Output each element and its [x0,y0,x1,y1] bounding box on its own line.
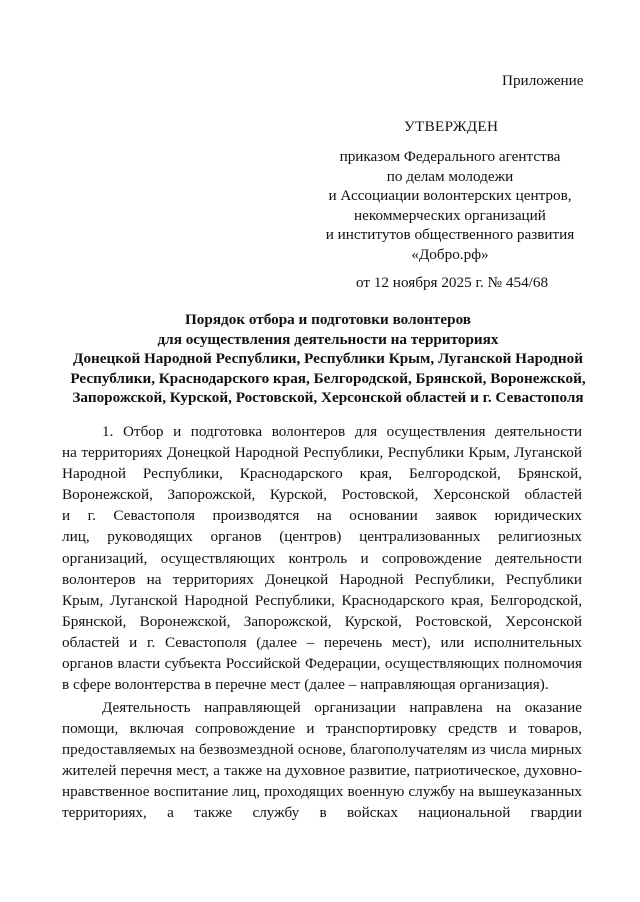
paragraph-line: территориях, а также службу в войсках национальной гвардии [62,804,582,822]
order-date: от 12 ноября 2025 г. № 454/68 [356,274,549,291]
paragraph-line: Народной Республики, Краснодарского края, Белгородской, Брянской, [62,465,582,483]
document-title [60,310,596,408]
order-line: «Добро.рф» [411,245,489,263]
title-line: Донецкой Народной Республики, Республики Крым, Луганской Народной [73,350,583,368]
order-line: по делам молодежи [386,167,514,185]
paragraph-line: Деятельность направляющей организации направлена на оказание [102,699,582,716]
paragraph-line: Воронежской, Запорожской, Курской, Ростовской, Херсонской областей [62,486,582,504]
title-line: Порядок отбора и подготовки волонтеров [184,311,472,328]
paragraph-line: 1. Отбор и подготовка волонтеров для осуществления деятельности [102,423,582,440]
paragraph-2 [62,697,582,824]
paragraph-line: Крым, Луганской Народной Республики, Краснодарского края, Белгородской, [62,591,582,609]
title-line: Запорожской, Курской, Ростовской, Херсонской областей и г. Севастополя [72,389,584,407]
paragraph-line: помощи, включая сопровождение и транспортировку средств и товаров, [62,720,582,738]
paragraph-line: на территориях Донецкой Народной Республики, Республики Крым, Луганской [62,444,582,462]
order-line: и институтов общественного развития [325,226,575,244]
paragraph-line: и г. Севастополя производятся на основании заявок юридических [62,507,582,525]
paragraph-line: предоставляемых на безвозмездной основе, благополучателям из числа мирных [62,741,582,759]
paragraph-line: в сфере волонтерства в перечне мест (далее – направляющая организация). [62,676,549,694]
paragraph-1 [62,421,582,695]
appendix-label: Приложение [502,72,584,89]
paragraph-line: Брянской, Воронежской, Запорожской, Курской, Ростовской, Херсонской [62,612,582,630]
paragraph-line: органов власти субъекта Российской Федерации, осуществляющих полномочия [62,655,582,673]
paragraph-line: организаций, осуществляющих контроль и сопровождение деятельности [62,549,582,567]
approved-label: УТВЕРЖДЕН [404,118,499,135]
paragraph-line: волонтеров на территориях Донецкой Народной Республики, Республики [62,570,582,588]
order-block [310,147,590,265]
title-line: для осуществления деятельности на территориях [157,330,499,348]
paragraph-line: лиц, руководящих органов (центров) централизованных религиозных [62,528,582,546]
order-line: некоммерческих организаций [354,206,546,224]
title-line: Республики, Краснодарского края, Белгородской, Брянской, Воронежской, [70,369,586,387]
order-line: приказом Федерального агентства [339,148,561,165]
order-line: и Ассоциации волонтерских центров, [328,187,572,205]
paragraph-line: жителей перечня мест, а также на духовное развитие, патриотическое, духовно- [62,762,582,780]
paragraph-line: нравственное воспитание лиц, проходящих военную службу на вышеуказанных [62,783,582,801]
paragraph-line: областей и г. Севастополя (далее – перечень мест), или исполнительных [62,633,582,651]
